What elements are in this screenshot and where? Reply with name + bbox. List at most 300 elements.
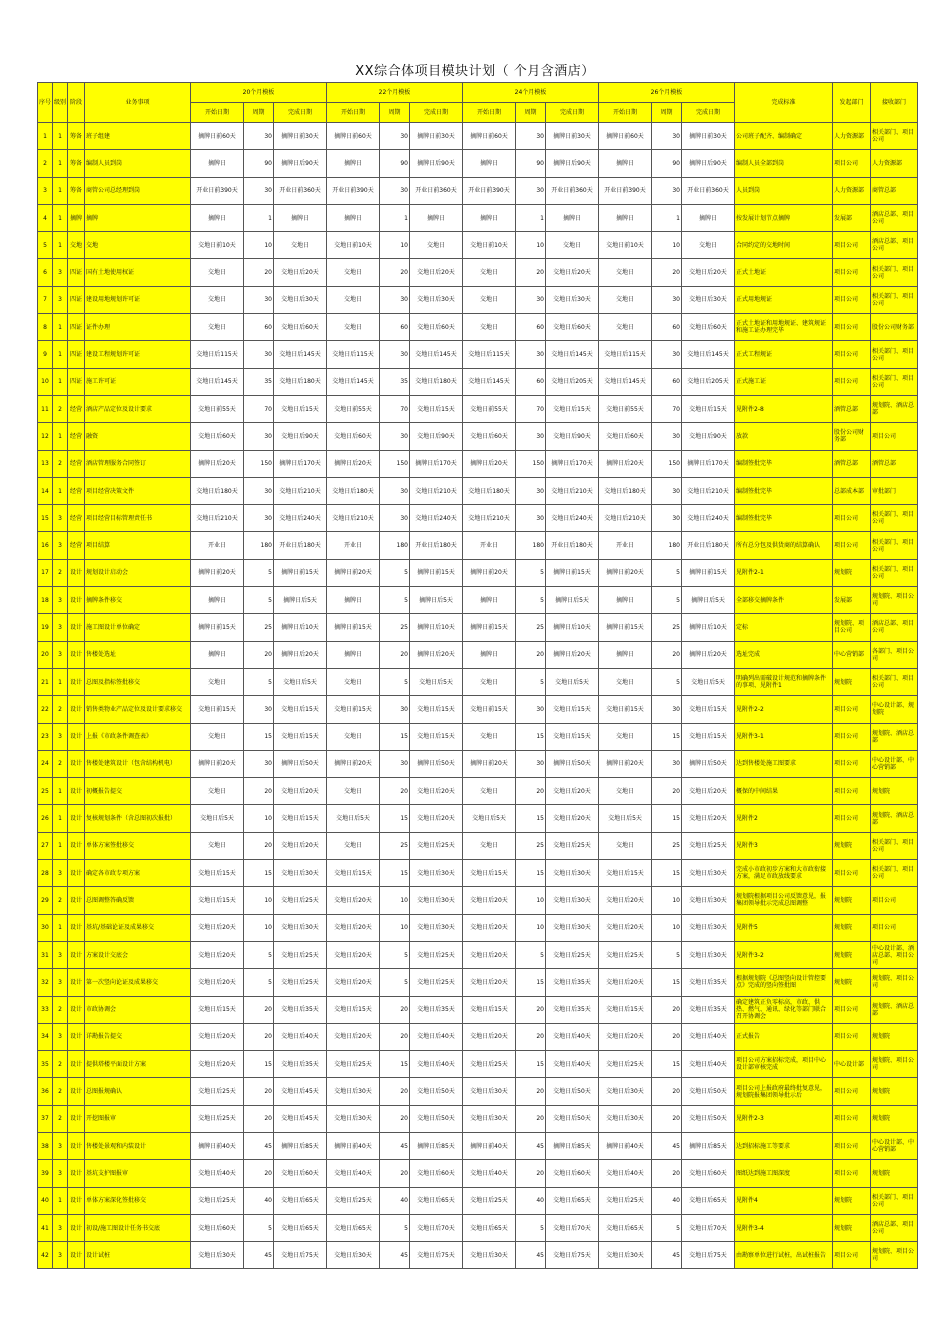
row-start-date: 交地日后25天: [327, 1051, 380, 1078]
table-row: [38, 587, 918, 614]
row-receiver: 相关部门、项目公司: [871, 532, 918, 559]
row-end-date: 交地日后40天: [546, 1051, 599, 1078]
row-level: 3: [53, 941, 68, 968]
row-start-date: 交地日: [463, 778, 516, 805]
row-end-date: 开业日前360天: [274, 177, 327, 204]
row-level: 1: [53, 314, 68, 341]
row-start-date: 交地日前15天: [327, 696, 380, 723]
row-receiver: 项目公司: [871, 423, 918, 450]
row-end-date: 开业日后180天: [274, 532, 327, 559]
row-level: 2: [53, 996, 68, 1023]
header-receiver: 接收部门: [871, 83, 918, 123]
row-end-date: 交地日后25天: [546, 941, 599, 968]
row-end-date: 交地日后40天: [410, 1023, 463, 1050]
row-period: 15: [380, 860, 410, 887]
row-period: 180: [516, 532, 546, 559]
row-end-date: 交地日后30天: [546, 286, 599, 313]
row-end-date: 摘牌日: [274, 204, 327, 231]
row-end-date: 交地日后25天: [274, 969, 327, 996]
header-stage: 阶段: [68, 83, 85, 123]
row-period: 10: [244, 914, 274, 941]
row-end-date: 摘牌日后170天: [274, 450, 327, 477]
row-stage: 设计: [68, 1023, 85, 1050]
row-standard: 见附件5: [735, 914, 833, 941]
row-seq: 42: [38, 1242, 53, 1269]
row-stage: 设计: [68, 1214, 85, 1241]
row-end-date: 交地日后40天: [682, 1051, 735, 1078]
row-end-date: 交地日后60天: [410, 314, 463, 341]
row-task: 单体方案深化签批移交: [85, 1187, 191, 1214]
table-row: [38, 1242, 918, 1269]
row-period: 20: [244, 259, 274, 286]
row-end-date: 摘牌日后5天: [546, 587, 599, 614]
row-standard: 人员到岗: [735, 177, 833, 204]
row-start-date: 交地日: [463, 723, 516, 750]
row-initiator: 酒管总部: [833, 450, 871, 477]
row-start-date: 交地日前15天: [463, 696, 516, 723]
row-start-date: 交地日前10天: [599, 232, 652, 259]
row-period: 20: [244, 1078, 274, 1105]
row-period: 30: [652, 341, 682, 368]
row-receiver: 规划院、项目公司: [871, 587, 918, 614]
row-task: 基坑支护图报审: [85, 1160, 191, 1187]
row-standard: 达到招标施工等要求: [735, 1132, 833, 1159]
row-stage: 筹备: [68, 150, 85, 177]
row-task: 售楼处选址: [85, 641, 191, 668]
row-period: 10: [244, 232, 274, 259]
row-start-date: 交地日后25天: [599, 941, 652, 968]
row-stage: 设计: [68, 805, 85, 832]
row-period: 15: [380, 805, 410, 832]
row-level: 3: [53, 641, 68, 668]
row-start-date: 交地日后180天: [599, 477, 652, 504]
row-initiator: 规划院: [833, 887, 871, 914]
row-start-date: 交地日后5天: [463, 805, 516, 832]
row-period: 20: [380, 641, 410, 668]
row-start-date: 摘牌日前20天: [463, 559, 516, 586]
row-standard: 项目公司上报政府最终批复意见，规划院报集团领导批示后: [735, 1078, 833, 1105]
row-start-date: 摘牌日前60天: [599, 123, 652, 150]
row-start-date: 摘牌日: [327, 641, 380, 668]
row-start-date: 交地日后15天: [327, 996, 380, 1023]
row-period: 90: [652, 150, 682, 177]
table-row: [38, 1160, 918, 1187]
row-period: 35: [244, 368, 274, 395]
row-receiver: 中心设计部、规划院: [871, 696, 918, 723]
row-stage: 设计: [68, 887, 85, 914]
row-level: 3: [53, 860, 68, 887]
row-standard: 见附件3-2: [735, 941, 833, 968]
row-end-date: 摘牌日后90天: [546, 150, 599, 177]
row-period: 5: [516, 559, 546, 586]
row-end-date: 摘牌日后85天: [274, 1132, 327, 1159]
row-start-date: 交地日前55天: [327, 395, 380, 422]
row-start-date: 交地日后20天: [599, 1023, 652, 1050]
row-start-date: 交地日后20天: [327, 969, 380, 996]
table-row: [38, 1105, 918, 1132]
row-start-date: 摘牌日前15天: [191, 614, 244, 641]
row-start-date: 交地日后60天: [191, 423, 244, 450]
row-period: 30: [380, 750, 410, 777]
row-end-date: 摘牌日后5天: [410, 587, 463, 614]
row-end-date: 交地日后25天: [274, 941, 327, 968]
row-stage: 设计: [68, 559, 85, 586]
row-standard: 正式报告: [735, 1023, 833, 1050]
row-end-date: 交地日后30天: [546, 887, 599, 914]
row-seq: 26: [38, 805, 53, 832]
row-stage: 设计: [68, 860, 85, 887]
row-period: 20: [516, 1160, 546, 1187]
row-period: 30: [380, 505, 410, 532]
row-receiver: 相关部门、项目公司: [871, 286, 918, 313]
row-start-date: 摘牌日前60天: [463, 123, 516, 150]
table-row: [38, 477, 918, 504]
row-period: 5: [652, 559, 682, 586]
row-end-date: 摘牌日前30天: [410, 123, 463, 150]
row-start-date: 交地日后20天: [599, 914, 652, 941]
row-start-date: 摘牌日: [191, 587, 244, 614]
row-level: 3: [53, 505, 68, 532]
row-end-date: 交地日后15天: [682, 395, 735, 422]
row-standard: 定标: [735, 614, 833, 641]
header-group-22: 22个月模板: [327, 83, 463, 103]
row-seq: 33: [38, 996, 53, 1023]
row-end-date: 摘牌日后170天: [410, 450, 463, 477]
row-start-date: 摘牌日: [599, 150, 652, 177]
row-start-date: 摘牌日前20天: [327, 750, 380, 777]
header-standard: 完成标准: [735, 83, 833, 123]
row-period: 30: [652, 423, 682, 450]
row-standard: 正式施工证: [735, 368, 833, 395]
row-start-date: 开业日: [599, 532, 652, 559]
row-task: 售楼处景观和内装设计: [85, 1132, 191, 1159]
row-standard: 达到售楼处施工图要求: [735, 750, 833, 777]
row-receiver: 规划院: [871, 1105, 918, 1132]
row-period: 1: [244, 204, 274, 231]
row-level: 2: [53, 559, 68, 586]
row-start-date: 摘牌日: [463, 204, 516, 231]
row-seq: 16: [38, 532, 53, 559]
row-end-date: 交地日后90天: [682, 423, 735, 450]
row-task: 方案设计交底会: [85, 941, 191, 968]
row-end-date: 交地日后70天: [546, 1214, 599, 1241]
row-receiver: 酒店总部、项目公司: [871, 1214, 918, 1241]
row-start-date: 摘牌日后20天: [191, 450, 244, 477]
row-period: 10: [380, 232, 410, 259]
row-period: 45: [516, 1242, 546, 1269]
row-period: 25: [652, 614, 682, 641]
row-stage: 经营: [68, 395, 85, 422]
row-receiver: 规划院、项目公司: [871, 1051, 918, 1078]
row-start-date: 摘牌日: [191, 150, 244, 177]
row-period: 20: [244, 778, 274, 805]
row-period: 30: [244, 177, 274, 204]
row-period: 20: [380, 1078, 410, 1105]
row-start-date: 摘牌日前40天: [463, 1132, 516, 1159]
row-end-date: 交地日后30天: [682, 860, 735, 887]
row-start-date: 交地日后25天: [463, 1187, 516, 1214]
row-end-date: 交地日后60天: [546, 314, 599, 341]
row-period: 20: [516, 259, 546, 286]
row-initiator: 总部成本部: [833, 477, 871, 504]
row-start-date: 交地日后30天: [463, 1078, 516, 1105]
row-standard: 见附件3-1: [735, 723, 833, 750]
row-receiver: 人力资源部: [871, 150, 918, 177]
header-end: 完成日期: [546, 103, 599, 123]
row-period: 20: [380, 259, 410, 286]
row-initiator: 项目公司: [833, 778, 871, 805]
row-start-date: 交地日后20天: [327, 1023, 380, 1050]
table-row: [38, 123, 918, 150]
row-standard: 选址完成: [735, 641, 833, 668]
row-start-date: 交地日后145天: [191, 368, 244, 395]
row-start-date: 摘牌日前15天: [463, 614, 516, 641]
row-start-date: 摘牌日: [327, 587, 380, 614]
row-start-date: 交地日前10天: [327, 232, 380, 259]
row-period: 5: [244, 668, 274, 695]
row-end-date: 交地日后145天: [682, 341, 735, 368]
row-task: 班子组建: [85, 123, 191, 150]
row-start-date: 交地日前55天: [599, 395, 652, 422]
table-row: [38, 259, 918, 286]
row-initiator: 项目公司: [833, 996, 871, 1023]
row-start-date: 摘牌日前20天: [191, 750, 244, 777]
row-start-date: 交地日: [599, 832, 652, 859]
row-end-date: 摘牌日后20天: [546, 641, 599, 668]
row-seq: 14: [38, 477, 53, 504]
row-start-date: 摘牌日前20天: [463, 750, 516, 777]
row-start-date: 交地日: [463, 286, 516, 313]
row-start-date: 摘牌日前40天: [599, 1132, 652, 1159]
row-period: 150: [652, 450, 682, 477]
row-level: 1: [53, 368, 68, 395]
row-period: 60: [652, 314, 682, 341]
row-end-date: 交地日后20天: [274, 832, 327, 859]
row-period: 60: [380, 314, 410, 341]
row-task: 酒店产品定位及设计要求: [85, 395, 191, 422]
row-end-date: 交地日后35天: [546, 969, 599, 996]
row-end-date: 交地日后65天: [274, 1187, 327, 1214]
row-start-date: 交地日: [191, 286, 244, 313]
row-period: 25: [380, 614, 410, 641]
row-period: 5: [652, 668, 682, 695]
row-start-date: 交地日后15天: [463, 860, 516, 887]
row-stage: 筹备: [68, 123, 85, 150]
row-start-date: 交地日后30天: [463, 1242, 516, 1269]
row-end-date: 开业日后180天: [682, 532, 735, 559]
row-end-date: 交地日后40天: [546, 1023, 599, 1050]
row-task: 上报《市政条件调查表》: [85, 723, 191, 750]
row-task: 证件办理: [85, 314, 191, 341]
row-period: 15: [516, 860, 546, 887]
row-end-date: 摘牌日后5天: [682, 587, 735, 614]
row-seq: 36: [38, 1078, 53, 1105]
row-level: 1: [53, 232, 68, 259]
row-start-date: 交地日后145天: [463, 368, 516, 395]
row-period: 150: [380, 450, 410, 477]
row-start-date: 交地日: [599, 259, 652, 286]
row-stage: 四证: [68, 368, 85, 395]
row-period: 5: [244, 559, 274, 586]
row-period: 20: [244, 1160, 274, 1187]
row-stage: 设计: [68, 1051, 85, 1078]
row-standard: 编制签批完毕: [735, 450, 833, 477]
table-row: [38, 341, 918, 368]
row-period: 20: [652, 641, 682, 668]
row-start-date: 摘牌日后20天: [599, 450, 652, 477]
row-initiator: 中心营销部: [833, 641, 871, 668]
row-end-date: 交地日后20天: [410, 259, 463, 286]
row-standard: 见附件4: [735, 1187, 833, 1214]
row-period: 90: [244, 150, 274, 177]
row-start-date: 交地日前10天: [191, 232, 244, 259]
table-row: [38, 1051, 918, 1078]
row-period: 20: [516, 641, 546, 668]
row-standard: 见附件2: [735, 805, 833, 832]
row-period: 20: [380, 778, 410, 805]
row-task: 基坑/基础论证及成果移交: [85, 914, 191, 941]
row-period: 60: [652, 368, 682, 395]
row-start-date: 摘牌日后20天: [327, 450, 380, 477]
row-period: 30: [380, 177, 410, 204]
row-end-date: 摘牌日前15天: [410, 559, 463, 586]
row-start-date: 交地日后180天: [327, 477, 380, 504]
row-period: 30: [244, 123, 274, 150]
header-group-24: 24个月模板: [463, 83, 599, 103]
row-end-date: 交地日后60天: [546, 1160, 599, 1187]
row-start-date: 摘牌日: [191, 204, 244, 231]
row-period: 30: [652, 750, 682, 777]
table-row: [38, 532, 918, 559]
row-end-date: 交地日后60天: [682, 314, 735, 341]
row-period: 30: [380, 286, 410, 313]
row-period: 90: [380, 150, 410, 177]
row-seq: 29: [38, 887, 53, 914]
row-end-date: 交地日: [274, 232, 327, 259]
row-task: 摘牌: [85, 204, 191, 231]
row-end-date: 交地日后45天: [274, 1105, 327, 1132]
row-end-date: 交地日后30天: [274, 860, 327, 887]
row-start-date: 交地日: [463, 259, 516, 286]
row-standard: 公司班子配齐、编制确定: [735, 123, 833, 150]
row-start-date: 交地日后20天: [191, 969, 244, 996]
table-row: [38, 1023, 918, 1050]
row-seq: 1: [38, 123, 53, 150]
row-level: 1: [53, 668, 68, 695]
row-start-date: 交地日后65天: [463, 1214, 516, 1241]
row-receiver: 规划院: [871, 1078, 918, 1105]
header-start: 开始日期: [327, 103, 380, 123]
row-end-date: 交地日后30天: [682, 914, 735, 941]
row-end-date: 交地日后65天: [682, 1187, 735, 1214]
row-end-date: 交地日后40天: [410, 1051, 463, 1078]
row-start-date: 交地日后115天: [463, 341, 516, 368]
row-end-date: 交地日后5天: [682, 668, 735, 695]
row-stage: 设计: [68, 614, 85, 641]
row-period: 10: [652, 914, 682, 941]
row-end-date: 交地日后210天: [410, 477, 463, 504]
row-standard: 全部移交摘牌条件: [735, 587, 833, 614]
row-period: 30: [652, 177, 682, 204]
table-row: [38, 505, 918, 532]
row-standard: 见附件2-2: [735, 696, 833, 723]
row-task: 交地: [85, 232, 191, 259]
row-end-date: 摘牌日后50天: [410, 750, 463, 777]
row-period: 30: [516, 177, 546, 204]
table-row: [38, 778, 918, 805]
row-stage: 设计: [68, 1242, 85, 1269]
row-stage: 设计: [68, 1160, 85, 1187]
row-stage: 设计: [68, 587, 85, 614]
row-end-date: 交地日后50天: [546, 1105, 599, 1132]
row-period: 45: [652, 1242, 682, 1269]
row-period: 70: [380, 395, 410, 422]
row-end-date: 交地日后205天: [682, 368, 735, 395]
header-end: 完成日期: [410, 103, 463, 123]
row-start-date: 交地日后25天: [463, 1051, 516, 1078]
row-end-date: 交地日后240天: [546, 505, 599, 532]
row-period: 30: [244, 477, 274, 504]
row-period: 5: [652, 941, 682, 968]
row-start-date: 交地日: [327, 668, 380, 695]
row-period: 15: [516, 723, 546, 750]
table-row: [38, 641, 918, 668]
row-end-date: 交地日后75天: [410, 1242, 463, 1269]
row-receiver: 相关部门、项目公司: [871, 341, 918, 368]
row-initiator: 规划院: [833, 668, 871, 695]
row-end-date: 交地日后15天: [546, 696, 599, 723]
row-end-date: 摘牌日后20天: [410, 641, 463, 668]
row-stage: 设计: [68, 750, 85, 777]
row-period: 25: [380, 832, 410, 859]
row-end-date: 交地日后25天: [410, 832, 463, 859]
row-start-date: 交地日后60天: [463, 423, 516, 450]
table-row: [38, 314, 918, 341]
row-standard: 放款: [735, 423, 833, 450]
row-start-date: 交地日后15天: [599, 996, 652, 1023]
row-period: 45: [652, 1132, 682, 1159]
row-start-date: 交地日后40天: [463, 1160, 516, 1187]
row-task: 确定各市政专项方案: [85, 860, 191, 887]
row-period: 180: [244, 532, 274, 559]
row-end-date: 摘牌日后10天: [274, 614, 327, 641]
row-receiver: 项目公司: [871, 914, 918, 941]
row-task: 融资: [85, 423, 191, 450]
row-seq: 34: [38, 1023, 53, 1050]
row-end-date: 交地日后30天: [410, 914, 463, 941]
row-end-date: 交地日后5天: [410, 668, 463, 695]
row-seq: 20: [38, 641, 53, 668]
row-end-date: 交地日后20天: [682, 259, 735, 286]
row-start-date: 开业日前390天: [191, 177, 244, 204]
row-task: 市政协调会: [85, 996, 191, 1023]
row-end-date: 交地日后20天: [546, 805, 599, 832]
row-task: 酒店管理服务合同签订: [85, 450, 191, 477]
row-initiator: 中心设计部: [833, 1051, 871, 1078]
row-task: 详勘报告提交: [85, 1023, 191, 1050]
row-period: 5: [516, 941, 546, 968]
row-end-date: 交地日后35天: [682, 969, 735, 996]
row-receiver: 相关部门、项目公司: [871, 559, 918, 586]
row-standard: 见附件3: [735, 832, 833, 859]
row-end-date: 交地日后30天: [274, 286, 327, 313]
row-seq: 28: [38, 860, 53, 887]
row-end-date: 交地日后15天: [274, 395, 327, 422]
row-level: 3: [53, 1160, 68, 1187]
row-end-date: 交地日后15天: [546, 395, 599, 422]
table-row: [38, 286, 918, 313]
table-row: [38, 887, 918, 914]
